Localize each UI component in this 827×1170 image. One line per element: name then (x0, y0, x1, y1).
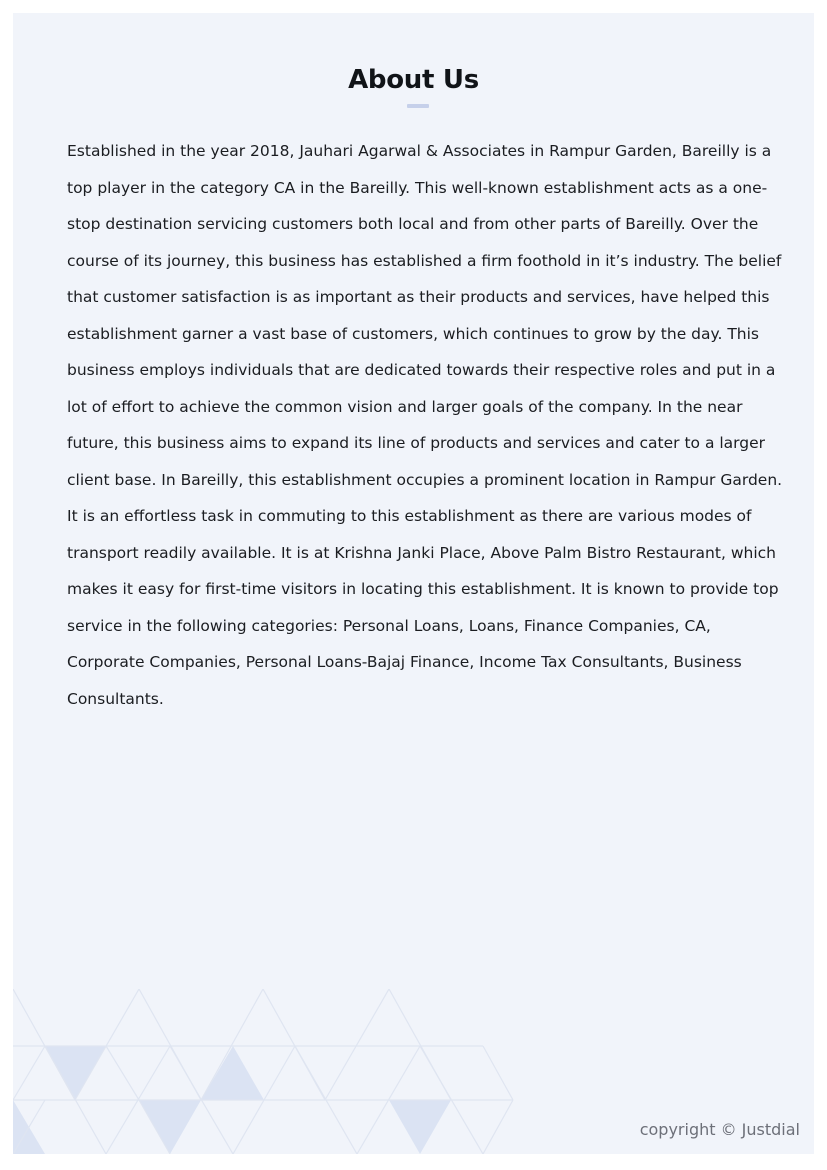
about-page (13, 13, 814, 1154)
copyright-text: copyright © Justdial (639, 1120, 800, 1139)
about-body-text: Established in the year 2018, Jauhari Agarwal & Associates in Rampur Garden, Bareilly is a top player in the category CA in the Bareilly. This well-known establishment acts as a one-stop destination servicing customers both local and from other parts of Bareilly. Over the course of its journey, this business has established a firm foothold in it’s industry. The belief that customer satisfaction is as important as their products and services, have helped this establishment garner a vast base of customers, which continues to grow by the day. This business employs individuals that are dedicated towards their respective roles and put in a lot of effort to achieve the common vision and larger goals of the company. In the near future, this business aims to expand its line of products and services and cater to a larger client base. In Bareilly, this establishment occupies a prominent location in Rampur Garden. It is an effortless task in commuting to this establishment as there are various modes of transport readily available. It is at Krishna Janki Place, Above Palm Bistro Restaurant, which makes it easy for first-time visitors in locating this establishment. It is known to provide top service in the following categories: Personal Loans, Loans, Finance Companies, CA, Corporate Companies, Personal Loans-Bajaj Finance, Income Tax Consultants, Business Consultants. (67, 142, 783, 708)
page-title: About Us (348, 65, 479, 95)
triangle-pattern-decoration (13, 989, 518, 1154)
title-underline (407, 104, 429, 108)
